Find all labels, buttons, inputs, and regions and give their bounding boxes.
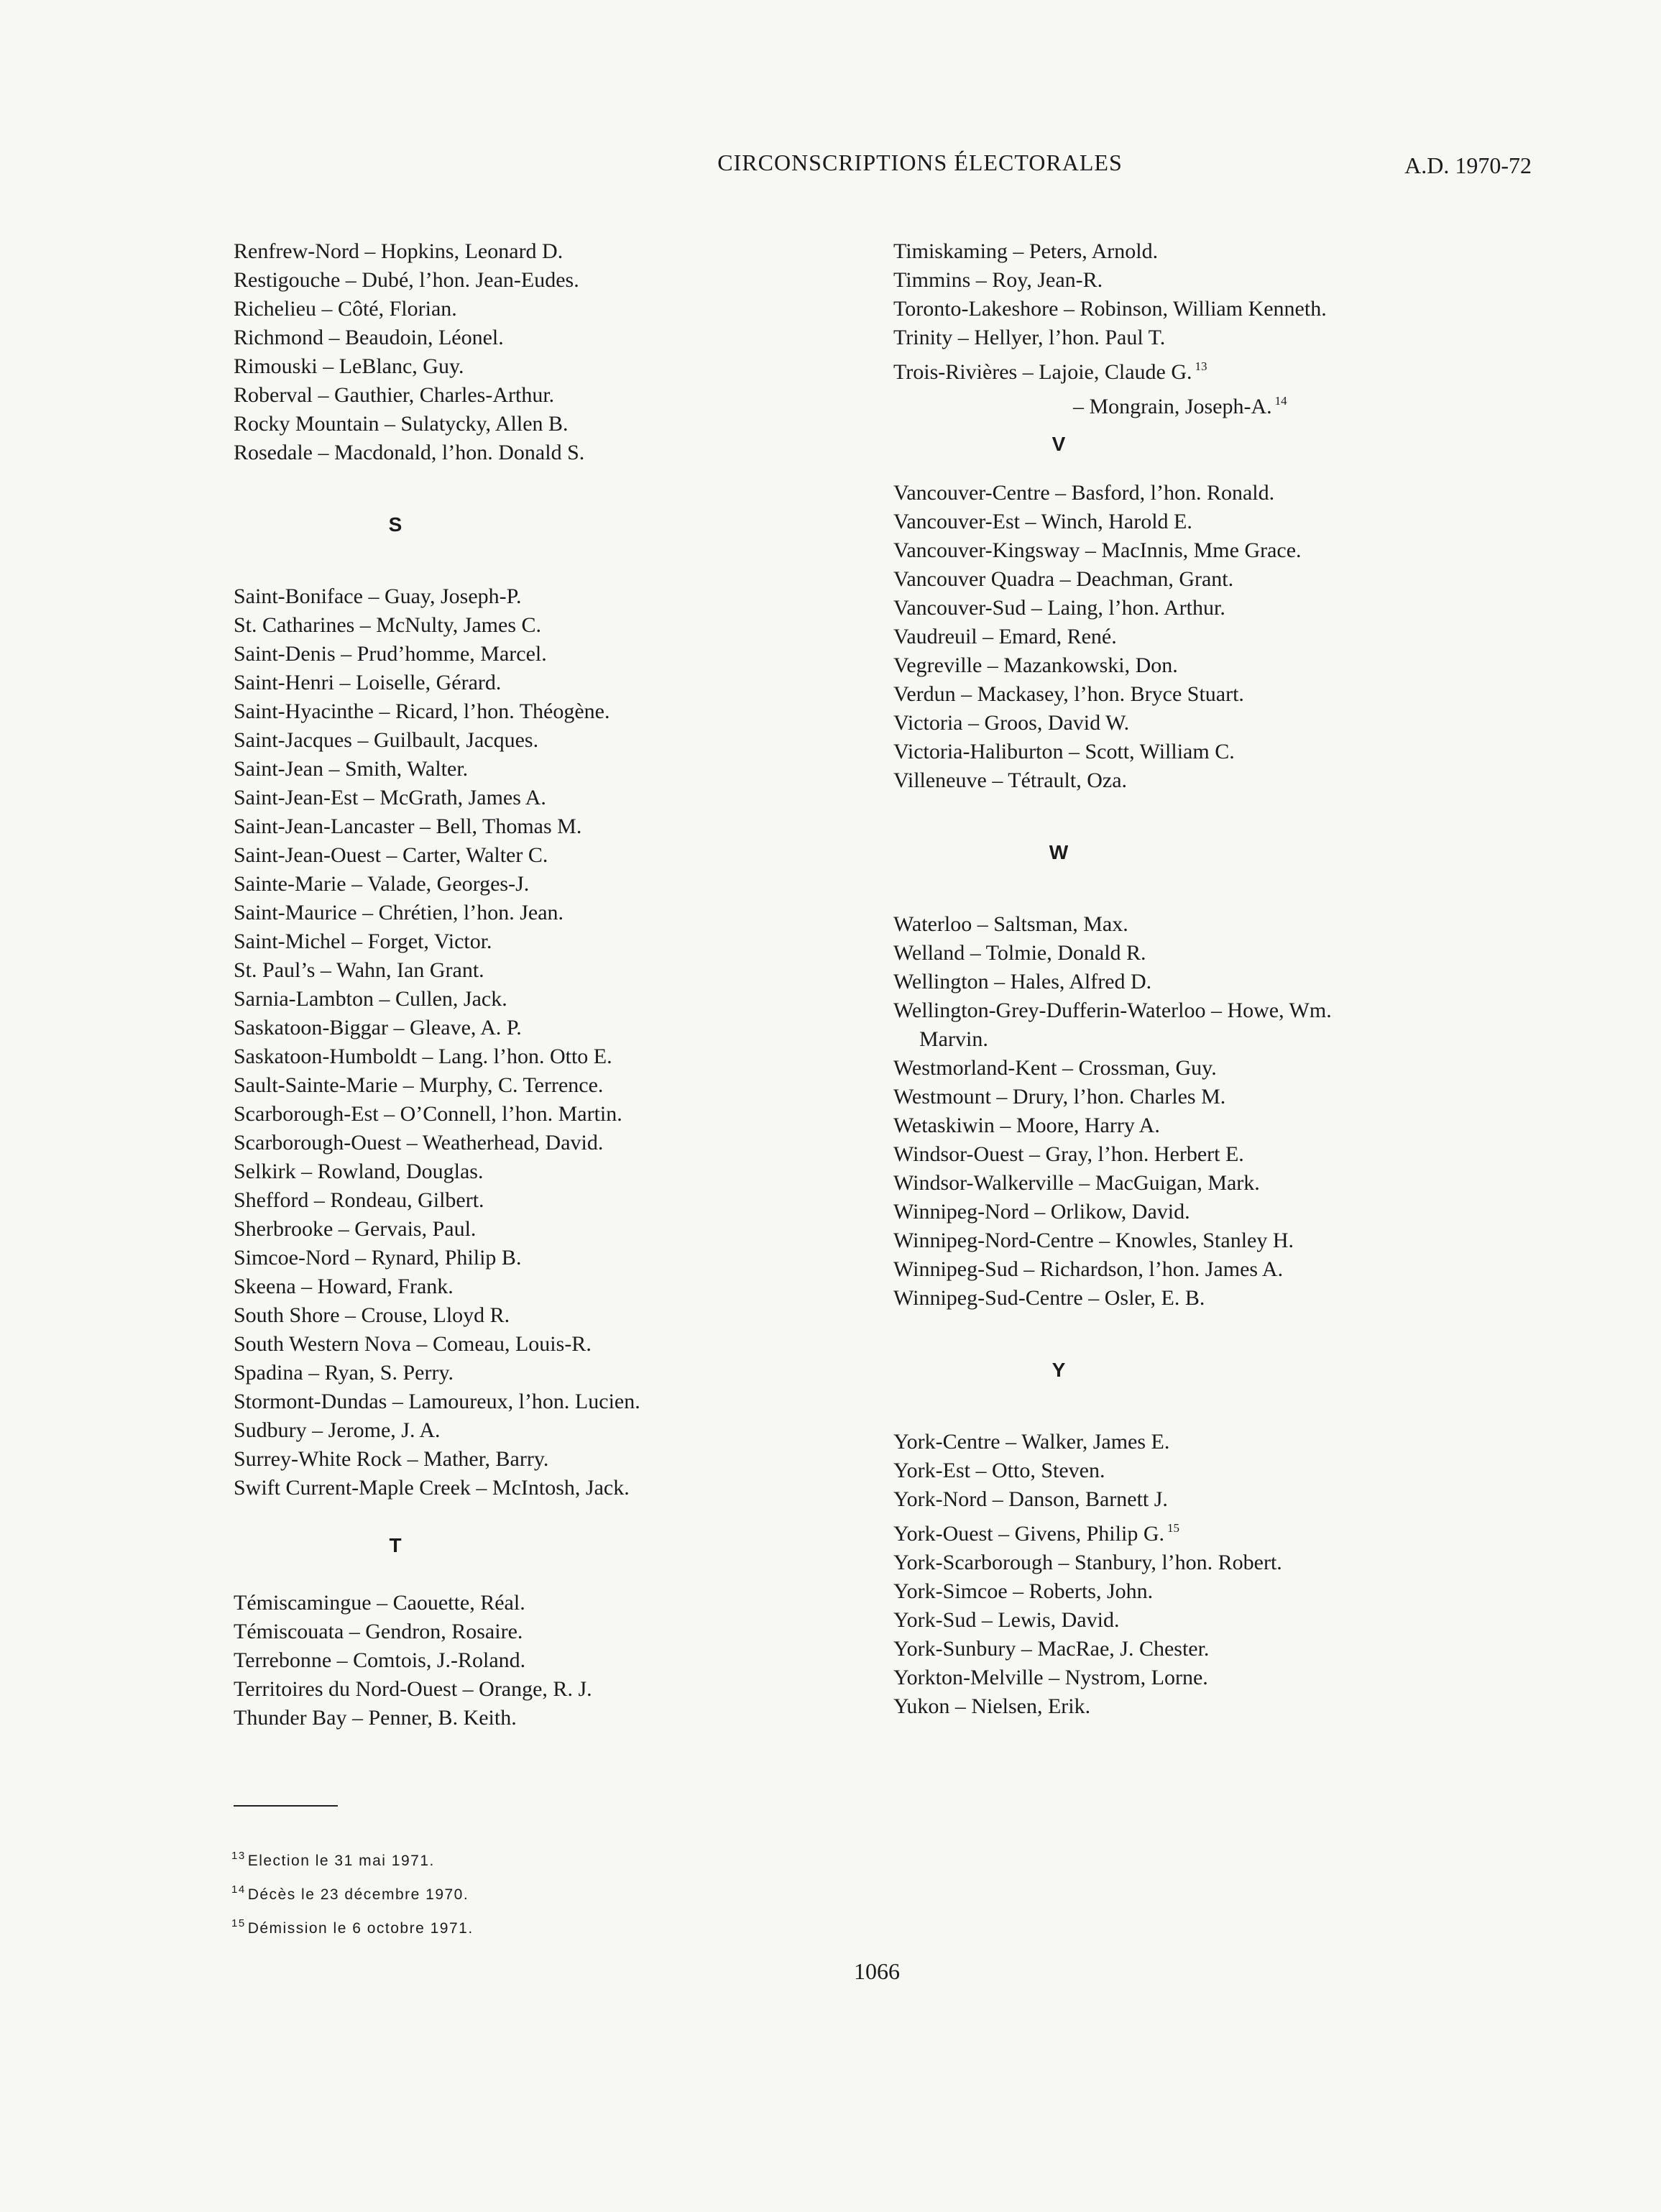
footnote-15	[231, 1909, 474, 1943]
running-header-year: A.D. 1970-72	[1404, 152, 1532, 178]
list-item: York-Centre – Walker, James E.	[893, 1430, 1170, 1454]
footnote-divider	[234, 1805, 338, 1807]
list-item: Saint-Jean-Ouest – Carter, Walter C.	[234, 843, 548, 867]
footnote-text: Décès le 23 décembre 1970.	[247, 1886, 469, 1903]
list-item: Saint-Jean – Smith, Walter.	[234, 757, 469, 781]
list-item: Selkirk – Rowland, Douglas.	[234, 1160, 484, 1183]
list-item: Timiskaming – Peters, Arnold.	[893, 239, 1159, 263]
list-item-continuation: Marvin.	[919, 1027, 988, 1051]
list-item: Winnipeg-Nord – Orlikow, David.	[893, 1200, 1190, 1224]
list-item: Timmins – Roy, Jean-R.	[893, 268, 1103, 292]
list-item: Saskatoon-Humboldt – Lang. l’hon. Otto E.	[234, 1045, 612, 1068]
list-item: Stormont-Dundas – Lamoureux, l’hon. Lucien.	[234, 1390, 640, 1413]
list-item: Saint-Jean-Lancaster – Bell, Thomas M.	[234, 814, 582, 838]
footnote-14	[231, 1876, 474, 1909]
list-item: Rosedale – Macdonald, l’hon. Donald S.	[234, 441, 585, 464]
list-item: York-Nord – Danson, Barnett J.	[893, 1487, 1168, 1511]
list-item: York-Scarborough – Stanbury, l’hon. Robert.	[893, 1551, 1282, 1574]
list-item: Roberval – Gauthier, Charles-Arthur.	[234, 383, 555, 407]
running-header-title: CIRCONSCRIPTIONS ÉLECTORALES	[717, 150, 1123, 175]
list-s-section	[234, 582, 924, 1502]
list-item: St. Paul’s – Wahn, Ian Grant.	[234, 958, 484, 982]
list-item: Restigouche – Dubé, l’hon. Jean-Eudes.	[234, 268, 579, 292]
list-item: Scarborough-Ouest – Weatherhead, David.	[234, 1131, 604, 1155]
list-item: Saint-Maurice – Chrétien, l’hon. Jean.	[234, 901, 564, 924]
right-column	[893, 237, 1540, 1721]
footnote-text: Démission le 6 octobre 1971.	[247, 1920, 474, 1937]
footnote-number: 15	[231, 1917, 246, 1929]
list-item: Vancouver-Est – Winch, Harold E.	[893, 510, 1192, 533]
section-letter-s: S	[388, 513, 402, 536]
footnote-text: Election le 31 mai 1971.	[247, 1853, 435, 1869]
list-item: Surrey-White Rock – Mather, Barry.	[234, 1447, 549, 1471]
list-r-section	[234, 237, 924, 467]
list-item: Témiscouata – Gendron, Rosaire.	[234, 1620, 523, 1643]
list-item: Winnipeg-Sud – Richardson, l’hon. James A.	[893, 1257, 1284, 1281]
list-item: Villeneuve – Tétrault, Oza.	[893, 768, 1128, 792]
list-item: York-Sunbury – MacRae, J. Chester.	[893, 1637, 1210, 1661]
entry-text: York-Ouest – Givens, Philip G.	[893, 1522, 1164, 1546]
list-item: York-Sud – Lewis, David.	[893, 1608, 1120, 1632]
footnotes	[231, 1842, 474, 1943]
footnote-ref: 13	[1195, 359, 1207, 373]
list-item: Westmorland-Kent – Crossman, Guy.	[893, 1056, 1217, 1080]
list-y-section-b	[893, 1548, 1540, 1721]
list-w-section-b	[893, 1054, 1540, 1313]
list-item: Shefford – Rondeau, Gilbert.	[234, 1188, 484, 1212]
list-item: Swift Current-Maple Creek – McIntosh, Jack.	[234, 1476, 630, 1500]
list-item: Wetaskiwin – Moore, Harry A.	[893, 1114, 1160, 1137]
entry-text: – Mongrain, Joseph-A.	[1073, 395, 1272, 418]
list-t-section-left	[234, 1589, 924, 1733]
list-item: St. Catharines – McNulty, James C.	[234, 613, 542, 637]
list-item: Yukon – Nielsen, Erik.	[893, 1694, 1091, 1718]
list-item: Richelieu – Côté, Florian.	[234, 297, 457, 321]
list-item: York-Simcoe – Roberts, John.	[893, 1579, 1154, 1603]
list-item: Yorkton-Melville – Nystrom, Lorne.	[893, 1666, 1208, 1689]
section-letter-v: V	[1052, 433, 1066, 455]
list-item: Sherbrooke – Gervais, Paul.	[234, 1217, 477, 1241]
list-item: Windsor-Walkerville – MacGuigan, Mark.	[893, 1171, 1260, 1195]
list-item: Vancouver-Centre – Basford, l’hon. Ronald.	[893, 481, 1275, 505]
list-item: Saint-Hyacinthe – Ricard, l’hon. Théogène.	[234, 699, 610, 723]
list-item: Saint-Henri – Loiselle, Gérard.	[234, 671, 502, 694]
list-item: South Shore – Crouse, Lloyd R.	[234, 1303, 510, 1327]
list-item: Thunder Bay – Penner, B. Keith.	[234, 1706, 517, 1730]
list-item: Scarborough-Est – O’Connell, l’hon. Martin.	[234, 1102, 622, 1126]
list-item: Saint-Michel – Forget, Victor.	[234, 930, 492, 953]
list-item: Sudbury – Jerome, J. A.	[234, 1418, 441, 1442]
left-column	[234, 237, 924, 1733]
list-item: Témiscamingue – Caouette, Réal.	[234, 1591, 525, 1615]
list-item: Territoires du Nord-Ouest – Orange, R. J.	[234, 1677, 592, 1701]
list-item	[893, 352, 1540, 387]
list-item: Sainte-Marie – Valade, Georges-J.	[234, 872, 530, 896]
footnote-ref: 14	[1274, 394, 1287, 408]
list-item: Vaudreuil – Emard, René.	[893, 625, 1117, 648]
list-item: Vancouver-Kingsway – MacInnis, Mme Grace.	[893, 538, 1302, 562]
footnote-13	[231, 1842, 474, 1876]
list-v-section	[893, 479, 1540, 795]
footnote-number: 14	[231, 1883, 246, 1896]
footnote-number: 13	[231, 1850, 246, 1862]
list-item: Vancouver Quadra – Deachman, Grant.	[893, 567, 1234, 591]
list-item: Trinity – Hellyer, l’hon. Paul T.	[893, 326, 1166, 349]
list-item: Sault-Sainte-Marie – Murphy, C. Terrence.	[234, 1073, 604, 1097]
list-item: Saint-Denis – Prud’homme, Marcel.	[234, 642, 547, 666]
list-item: Saint-Jean-Est – McGrath, James A.	[234, 786, 546, 809]
list-item: Wellington – Hales, Alfred D.	[893, 970, 1152, 993]
list-item: Sarnia-Lambton – Cullen, Jack.	[234, 987, 507, 1011]
list-item: Winnipeg-Sud-Centre – Osler, E. B.	[893, 1286, 1205, 1310]
list-item: Winnipeg-Nord-Centre – Knowles, Stanley H.	[893, 1229, 1294, 1252]
list-item: York-Est – Otto, Steven.	[893, 1459, 1105, 1482]
list-item: Victoria – Groos, David W.	[893, 711, 1130, 735]
list-y-section-a	[893, 1428, 1540, 1514]
list-item	[893, 387, 1540, 421]
list-item: Victoria-Haliburton – Scott, William C.	[893, 740, 1235, 763]
footnote-ref: 15	[1167, 1521, 1179, 1535]
list-item: Welland – Tolmie, Donald R.	[893, 941, 1146, 965]
list-item: Skeena – Howard, Frank.	[234, 1275, 454, 1298]
list-item: Richmond – Beaudoin, Léonel.	[234, 326, 504, 349]
list-item: Saint-Jacques – Guilbault, Jacques.	[234, 728, 539, 752]
list-item: Windsor-Ouest – Gray, l’hon. Herbert E.	[893, 1142, 1244, 1166]
list-t-section-right	[893, 237, 1540, 352]
list-item: Wellington-Grey-Dufferin-Waterloo – Howe, Wm.	[893, 999, 1332, 1022]
page-number: 1066	[854, 1958, 900, 1984]
list-item: Saskatoon-Biggar – Gleave, A. P.	[234, 1016, 522, 1040]
list-item: Verdun – Mackasey, l’hon. Bryce Stuart.	[893, 682, 1244, 706]
list-item: Rocky Mountain – Sulatycky, Allen B.	[234, 412, 569, 436]
list-item: Saint-Boniface – Guay, Joseph-P.	[234, 584, 522, 608]
list-item: Renfrew-Nord – Hopkins, Leonard D.	[234, 239, 563, 263]
list-w-section-a	[893, 910, 1540, 1025]
list-item: Toronto-Lakeshore – Robinson, William Kenneth.	[893, 297, 1327, 321]
list-item: Terrebonne – Comtois, J.-Roland.	[234, 1648, 526, 1672]
list-item: South Western Nova – Comeau, Louis-R.	[234, 1332, 592, 1356]
list-item: Simcoe-Nord – Rynard, Philip B.	[234, 1246, 522, 1270]
list-item: Vancouver-Sud – Laing, l’hon. Arthur.	[893, 596, 1225, 620]
entry-text: Trois-Rivières – Lajoie, Claude G.	[893, 360, 1192, 384]
list-item: Westmount – Drury, l’hon. Charles M.	[893, 1085, 1226, 1109]
section-letter-y: Y	[1052, 1359, 1066, 1381]
list-item	[893, 1514, 1540, 1548]
list-item: Vegreville – Mazankowski, Don.	[893, 653, 1178, 677]
list-item: Spadina – Ryan, S. Perry.	[234, 1361, 454, 1385]
section-letter-w: W	[1049, 841, 1069, 863]
section-letter-t: T	[389, 1534, 402, 1556]
list-item: Waterloo – Saltsman, Max.	[893, 912, 1128, 936]
list-item: Rimouski – LeBlanc, Guy.	[234, 354, 464, 378]
